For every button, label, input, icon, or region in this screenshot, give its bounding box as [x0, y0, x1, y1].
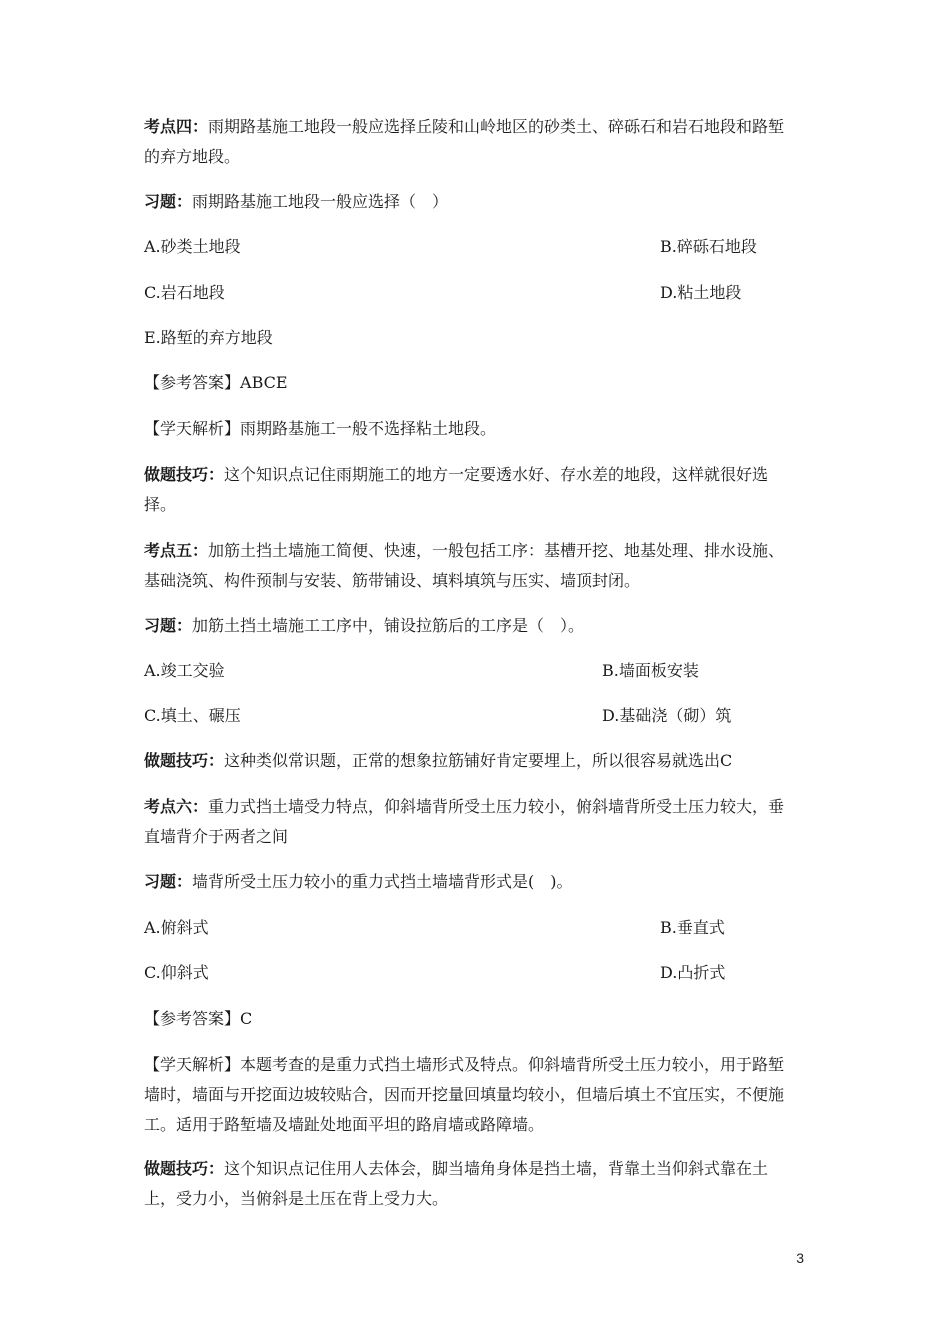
q3-question — [144, 867, 796, 897]
q3-tip — [144, 1154, 796, 1214]
page-number: 3 — [796, 1250, 804, 1266]
q1-tip-text: 这个知识点记住雨期施工的地方一定要透水好、存水差的地段，这样就很好选择。 — [144, 465, 769, 514]
q3-option-c: C.仰斜式 — [144, 963, 209, 982]
q1-answer — [144, 368, 796, 398]
q1-answer-value: ABCE — [240, 373, 288, 392]
q3-analysis — [144, 1050, 796, 1140]
point6-paragraph — [144, 792, 796, 852]
q3-option-d: D.凸折式 — [660, 963, 726, 982]
q1-option-b: B.碎砾石地段 — [660, 237, 757, 256]
point4-label: 考点四： — [144, 117, 209, 136]
q2-option-c: C.填土、碾压 — [144, 706, 241, 725]
q3-option-b: B.垂直式 — [660, 918, 725, 937]
q1-analysis — [144, 414, 796, 444]
point4-text: 雨期路基施工地段一般应选择丘陵和山岭地区的砂类土、碎砾石和岩石地段和路堑的弃方地段。 — [144, 117, 785, 166]
q1-answer-label: 【参考答案】 — [144, 373, 241, 392]
q1-option-d: D.粘土地段 — [660, 283, 742, 302]
q3-option-a: A.俯斜式 — [144, 918, 209, 937]
q2-question-text: 加筋土挡土墙施工工序中，铺设拉筋后的工序是（ ）。 — [192, 616, 585, 635]
q1-question — [144, 187, 796, 217]
q1-option-e: E.路堑的弃方地段 — [144, 328, 273, 347]
q2-option-d: D.基础浇（砌）筑 — [602, 706, 732, 725]
q2-tip-label: 做题技巧： — [144, 751, 225, 770]
q1-option-c: C.岩石地段 — [144, 283, 225, 302]
q3-tip-text: 这个知识点记住用人去体会，脚当墙角身体是挡土墙，背靠土当仰斜式靠在土上，受力小，当俯斜是土压在背上受力大。 — [144, 1159, 769, 1208]
q2-option-a: A.竣工交验 — [144, 661, 225, 680]
q1-analysis-text: 雨期路基施工一般不选择粘土地段。 — [240, 419, 497, 438]
q1-question-text: 雨期路基施工地段一般应选择（ ） — [192, 192, 449, 211]
q1-analysis-label: 【学天解析】 — [144, 419, 241, 438]
q2-tip — [144, 746, 796, 776]
q3-answer — [144, 1004, 796, 1034]
q3-analysis-label: 【学天解析】 — [144, 1055, 241, 1074]
q3-question-text: 墙背所受土压力较小的重力式挡土墙墙背形式是( )。 — [192, 872, 573, 891]
point5-label: 考点五： — [144, 541, 209, 560]
q3-analysis-text: 本题考查的是重力式挡土墙形式及特点。仰斜墙背所受土压力较小，用于路堑墙时，墙面与开挖面边坡较贴合，因而开挖量回填量均较小，但墙后填土不宜压实，不便施工。适用于路堑墙及墙趾处地面平坦的路肩墙或路障墙。 — [144, 1055, 785, 1134]
q1-tip-label: 做题技巧： — [144, 465, 225, 484]
q3-answer-value: C — [240, 1009, 253, 1028]
q2-label: 习题： — [144, 616, 193, 635]
q1-tip — [144, 460, 796, 520]
q2-option-b: B.墙面板安装 — [602, 661, 699, 680]
point5-text: 加筋土挡土墙施工简便、快速，一般包括工序：基槽开挖、地基处理、排水设施、基础浇筑、构件预制与安装、筋带铺设、填料填筑与压实、墙顶封闭。 — [144, 541, 785, 590]
q1-label: 习题： — [144, 192, 193, 211]
q2-question — [144, 611, 796, 641]
q3-label: 习题： — [144, 872, 193, 891]
q3-tip-label: 做题技巧： — [144, 1159, 225, 1178]
point4-paragraph — [144, 112, 796, 172]
q1-option-a: A.砂类土地段 — [144, 237, 241, 256]
q2-tip-text: 这种类似常识题，正常的想象拉筋铺好肯定要埋上，所以很容易就选出C — [224, 751, 733, 770]
point6-label: 考点六： — [144, 797, 209, 816]
point6-text: 重力式挡土墙受力特点，仰斜墙背所受土压力较小，俯斜墙背所受土压力较大，垂直墙背介于两者之间 — [144, 797, 785, 846]
point5-paragraph — [144, 536, 796, 596]
q3-answer-label: 【参考答案】 — [144, 1009, 241, 1028]
